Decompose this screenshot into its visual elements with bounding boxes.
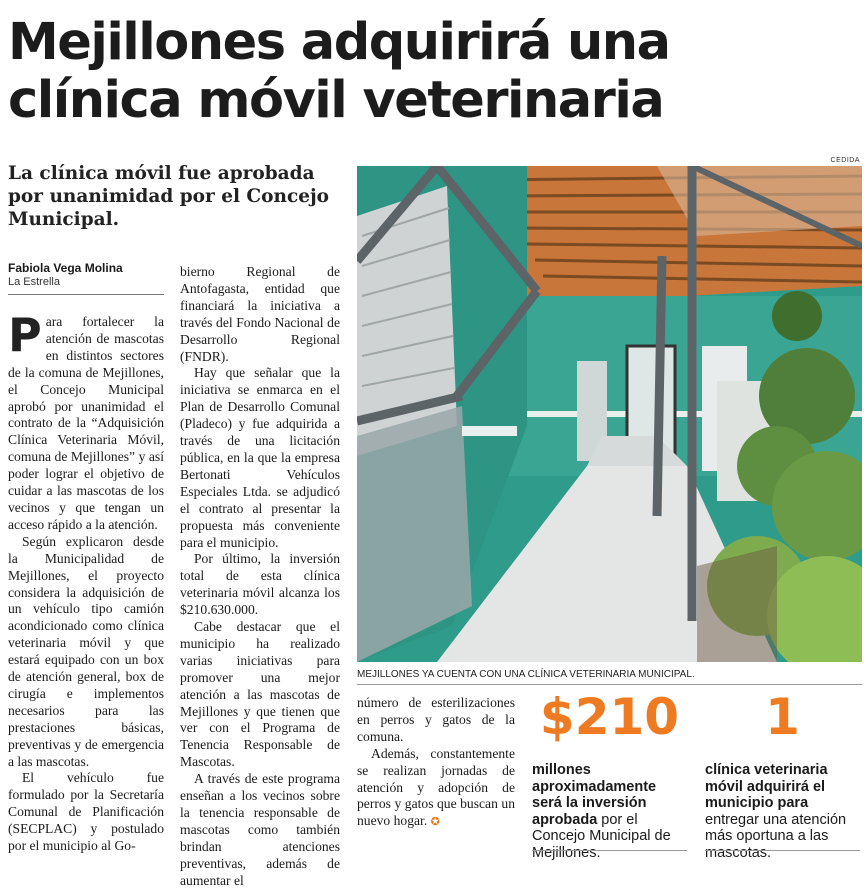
byline-divider: [8, 294, 164, 295]
article-column-3: [357, 695, 515, 831]
stat-description: millones aproximadamente será la inversión aprobada por el Concejo Municipal de Mejillones.: [532, 762, 671, 861]
photo-credit: CEDIDA: [830, 157, 860, 164]
drop-cap: P: [8, 308, 42, 362]
stat-number: 1: [765, 688, 800, 746]
subheadline: La clínica móvil fue aprobada por unanimidad por el Concejo Municipal.: [8, 163, 330, 230]
stat-divider: [705, 850, 860, 851]
stat-number: $210: [539, 688, 680, 746]
article-paragraph: Para fortalecer la atención de mascotas en distintos sectores de la comuna de Mejillones, el Concejo Municipal aprobó por unanimidad el contrato de la “Adquisición Clínica Veterinaria Móvil, comuna de Mejillones” y así poder lograr el objetivo de cuidar a las mascotas de los vecinos y que tengan un acceso rápido a la atención.: [8, 308, 164, 532]
byline-publication: La Estrella: [8, 276, 60, 288]
article-paragraph: número de esterilizaciones en perros y gatos de la comuna.: [357, 695, 515, 744]
stat-description: clínica veterinaria móvil adquirirá el municipio para entregar una atención más oportuna a las mascotas.: [705, 762, 847, 861]
stat-divider: [532, 850, 687, 851]
byline-author: Fabiola Vega Molina: [8, 261, 123, 275]
article-paragraph: El vehículo fue formulado por la Secretaría Comunal de Planificación (SECPLAC) y postulado por el municipio al Go-: [8, 770, 164, 854]
photo-caption: MEJILLONES YA CUENTA CON UNA CLÍNICA VETERINARIA MUNICIPAL.: [357, 669, 695, 680]
clinic-photo: [357, 166, 862, 662]
clinic-photo-illustration: [357, 166, 862, 662]
article-paragraph: Hay que señalar que la iniciativa se enmarca en el Plan de Desarrollo Comunal (Pladeco) y fue adquirida a través de una licitación pública, en la que la empresa Bertonati Vehículos Especiales Ltda. se adjudicó el contrato al presentar la propuesta más conveniente para el municipio.: [180, 365, 340, 550]
article-paragraph: Además, constantemente se realizan jornadas de atención y adopción de perros y gatos que buscan un nuevo hogar. ✪: [357, 745, 515, 829]
article-paragraph: Por último, la inversión total de esta clínica veterinaria móvil alcanza los $210.630.000.: [180, 551, 340, 618]
article-paragraph: A través de este programa enseñan a los vecinos sobre la tenencia responsable de mascotas como también brindan atenciones preventivas, además de aumentar el: [180, 771, 340, 888]
headline: Mejillones adquirirá una clínica móvil veterinaria: [8, 13, 670, 130]
article-paragraph: Según explicaron desde la Municipalidad de Mejillones, el proyecto considera la adquisición de un vehículo tipo camión acondicionado como clínica veterinaria móvil y que estará equipado con un box de atención general, box de cirugía e implementos necesarios para las prestaciones básicas, preventivas y de emergencia a las mascotas.: [8, 533, 164, 769]
article-paragraph: Cabe destacar que el municipio ha realizado varias iniciativas para promover una mejor atención a las mascotas de Mejillones y que tienen que ver con el Programa de Tenencia Responsable de Mascotas.: [180, 619, 340, 770]
article-column-2: [180, 264, 340, 890]
article-column-1: [8, 308, 164, 855]
caption-divider: [357, 684, 862, 685]
end-mark-icon: ✪: [430, 816, 440, 829]
article-paragraph: bierno Regional de Antofagasta, entidad que financiará la iniciativa a través del Fondo Nacional de Desarrollo Regional (FNDR).: [180, 264, 340, 364]
